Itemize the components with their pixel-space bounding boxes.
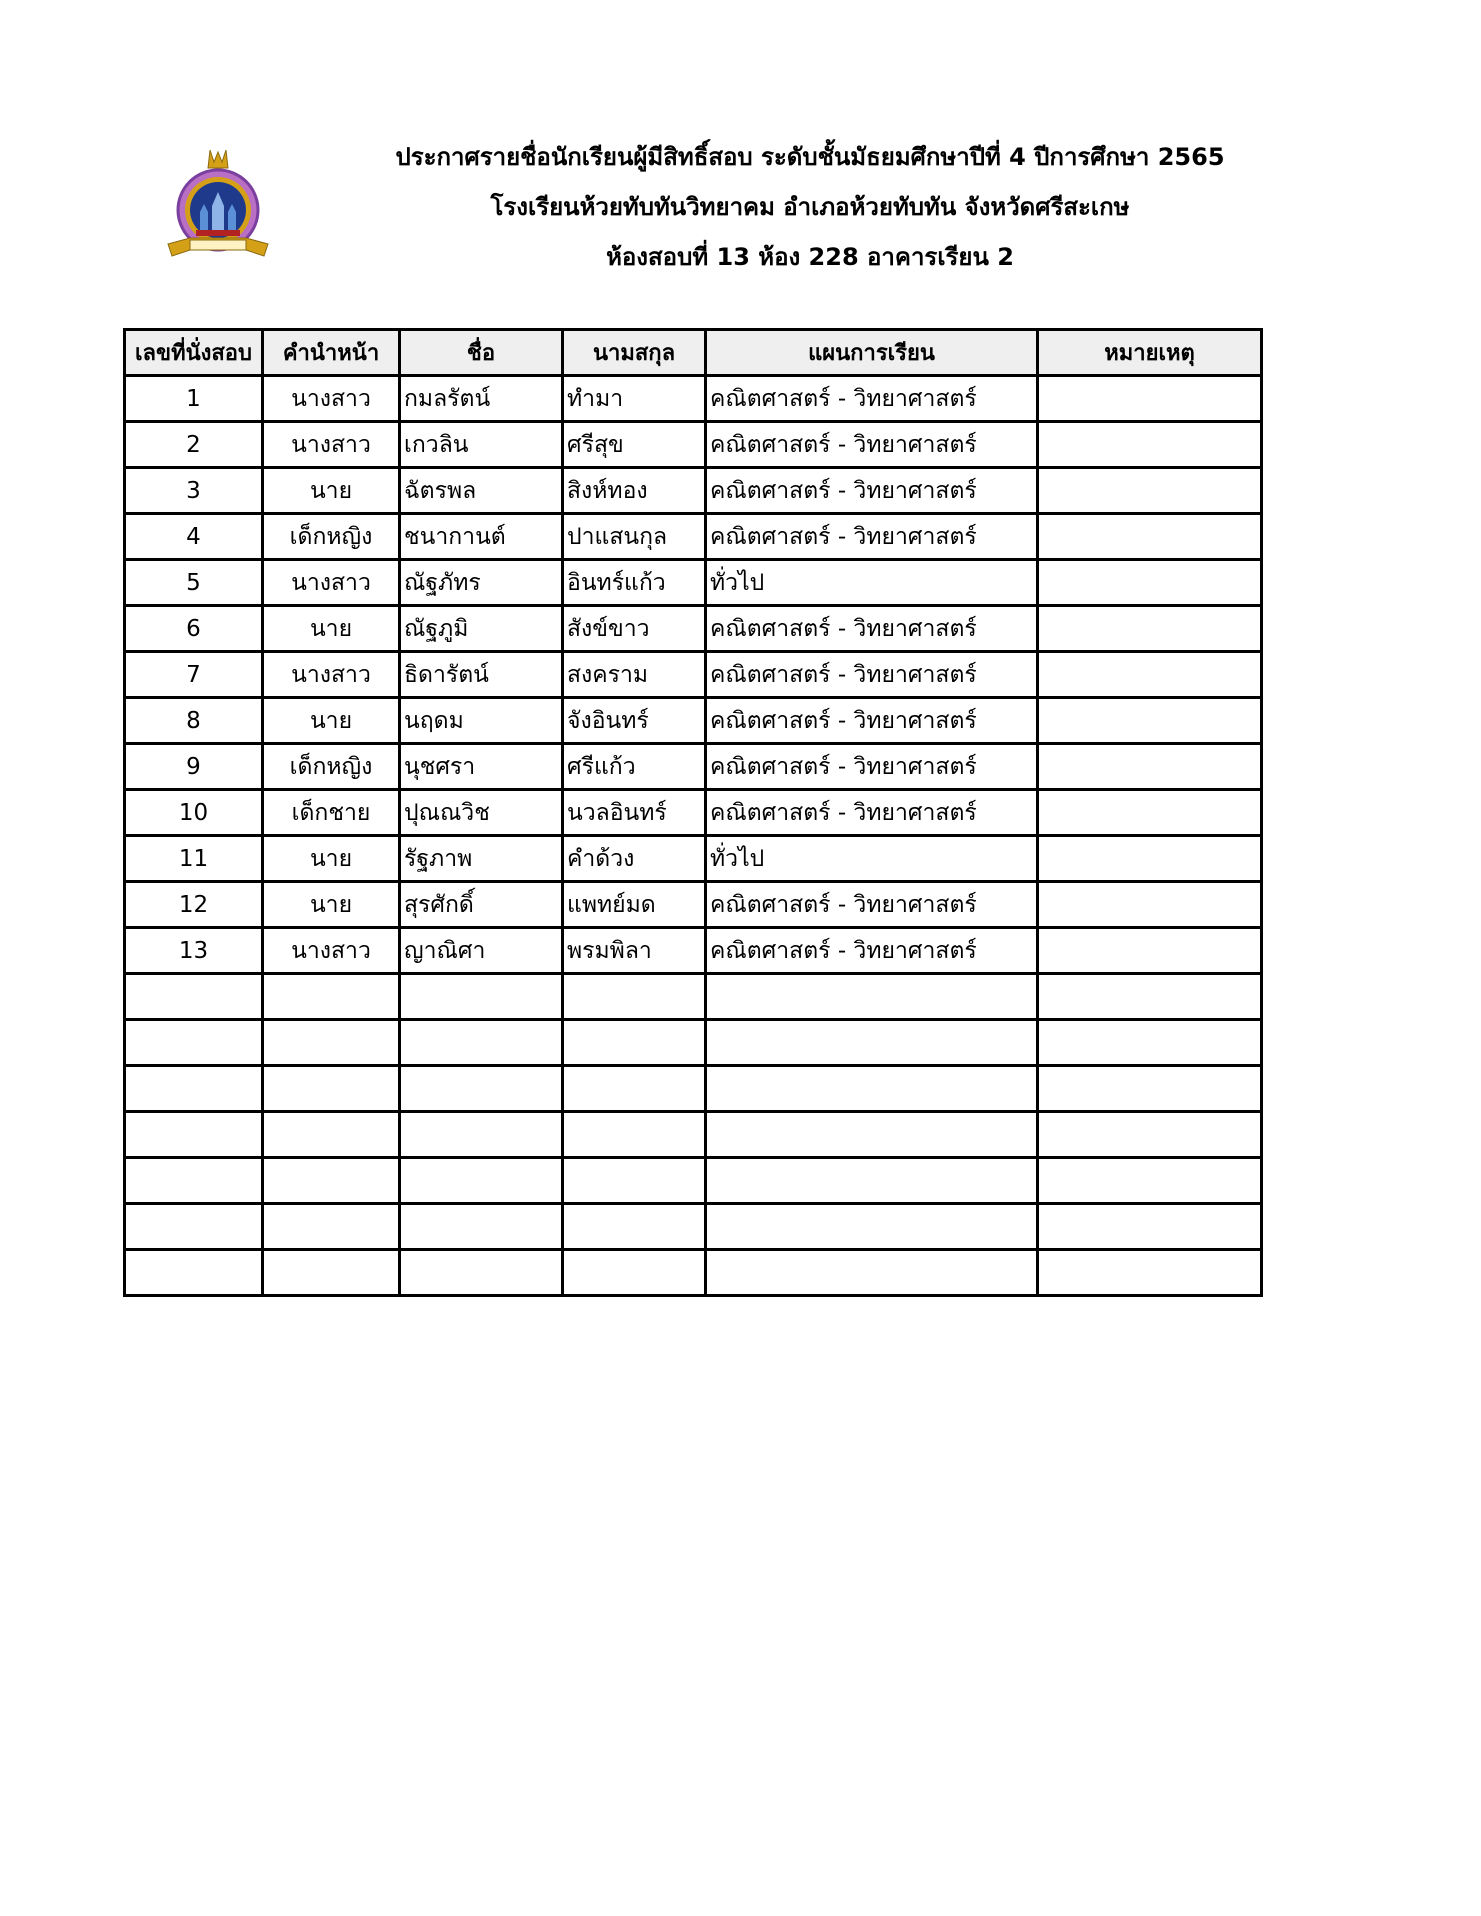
last-name-cell: พรมพิลา [563,928,706,974]
seat-number-cell [125,1066,263,1112]
seat-number-cell: 1 [125,376,263,422]
first-name-cell [400,1066,563,1112]
last-name-cell [563,1204,706,1250]
last-name-cell: สิงห์ทอง [563,468,706,514]
last-name-cell: จังอินทร์ [563,698,706,744]
last-name-cell: สงคราม [563,652,706,698]
document-header [0,0,1481,300]
remarks-cell [1038,1158,1262,1204]
study-plan-cell: คณิตศาสตร์ - วิทยาศาสตร์ [706,790,1038,836]
table-header-row [125,330,1262,376]
prefix-cell [263,1066,400,1112]
remarks-cell [1038,974,1262,1020]
table-row [125,974,1262,1020]
remarks-cell [1038,928,1262,974]
first-name-cell: นุชศรา [400,744,563,790]
study-plan-cell: คณิตศาสตร์ - วิทยาศาสตร์ [706,652,1038,698]
table-row [125,1066,1262,1112]
prefix-cell: นาย [263,698,400,744]
first-name-cell: ปุณณวิช [400,790,563,836]
first-name-cell: ธิดารัตน์ [400,652,563,698]
study-plan-cell: ทั่วไป [706,560,1038,606]
study-plan-cell: คณิตศาสตร์ - วิทยาศาสตร์ [706,606,1038,652]
prefix-cell: เด็กหญิง [263,744,400,790]
remarks-cell [1038,652,1262,698]
remarks-cell [1038,790,1262,836]
remarks-cell [1038,468,1262,514]
seat-number-cell [125,1020,263,1066]
prefix-cell [263,1250,400,1296]
study-plan-cell [706,1204,1038,1250]
column-header-prefix: คำนำหน้า [263,330,400,376]
table-row [125,652,1262,698]
remarks-cell [1038,882,1262,928]
table-row [125,1250,1262,1296]
last-name-cell: ศรีแก้ว [563,744,706,790]
column-header-first-name: ชื่อ [400,330,563,376]
remarks-cell [1038,698,1262,744]
first-name-cell [400,1020,563,1066]
table-body [125,376,1262,1296]
table-row [125,836,1262,882]
seat-number-cell [125,1204,263,1250]
remarks-cell [1038,376,1262,422]
remarks-cell [1038,560,1262,606]
prefix-cell [263,1204,400,1250]
table-row [125,882,1262,928]
school-emblem-icon [160,146,276,270]
last-name-cell: นวลอินทร์ [563,790,706,836]
prefix-cell: นางสาว [263,652,400,698]
table-row [125,376,1262,422]
seat-number-cell: 5 [125,560,263,606]
first-name-cell: ญาณิศา [400,928,563,974]
seat-number-cell: 13 [125,928,263,974]
last-name-cell: คำด้วง [563,836,706,882]
prefix-cell: นาย [263,468,400,514]
study-plan-cell: คณิตศาสตร์ - วิทยาศาสตร์ [706,468,1038,514]
first-name-cell [400,1112,563,1158]
school-name: โรงเรียนห้วยทับทันวิทยาคม อำเภอห้วยทับทัน จังหวัดศรีสะเกษ [490,193,1130,221]
prefix-cell: เด็กชาย [263,790,400,836]
remarks-cell [1038,1250,1262,1296]
prefix-cell [263,1020,400,1066]
table-row [125,1020,1262,1066]
seat-number-cell: 3 [125,468,263,514]
column-header-seat-number: เลขที่นั่งสอบ [125,330,263,376]
seat-number-cell: 7 [125,652,263,698]
table-row [125,928,1262,974]
last-name-cell: ทำมา [563,376,706,422]
seat-number-cell [125,1250,263,1296]
study-plan-cell: คณิตศาสตร์ - วิทยาศาสตร์ [706,422,1038,468]
last-name-cell [563,1066,706,1112]
seat-number-cell: 4 [125,514,263,560]
prefix-cell: นางสาว [263,376,400,422]
table-row [125,698,1262,744]
first-name-cell: ณัฐภัทร [400,560,563,606]
study-plan-cell [706,1020,1038,1066]
prefix-cell [263,1112,400,1158]
last-name-cell [563,1112,706,1158]
first-name-cell: รัฐภาพ [400,836,563,882]
first-name-cell: สุรศักดิ์ [400,882,563,928]
seat-number-cell: 11 [125,836,263,882]
remarks-cell [1038,836,1262,882]
last-name-cell: ศรีสุข [563,422,706,468]
study-plan-cell [706,974,1038,1020]
study-plan-cell [706,1112,1038,1158]
table-row [125,468,1262,514]
first-name-cell [400,1250,563,1296]
prefix-cell: นางสาว [263,928,400,974]
first-name-cell: กมลรัตน์ [400,376,563,422]
remarks-cell [1038,514,1262,560]
table-row [125,1204,1262,1250]
study-plan-cell: ทั่วไป [706,836,1038,882]
study-plan-cell [706,1066,1038,1112]
table-row [125,1112,1262,1158]
exam-room-info: ห้องสอบที่ 13 ห้อง 228 อาคารเรียน 2 [606,243,1014,271]
first-name-cell: ชนากานต์ [400,514,563,560]
prefix-cell: นาย [263,606,400,652]
study-plan-cell: คณิตศาสตร์ - วิทยาศาสตร์ [706,514,1038,560]
table-row [125,422,1262,468]
seat-number-cell: 9 [125,744,263,790]
last-name-cell [563,1158,706,1204]
column-header-last-name: นามสกุล [563,330,706,376]
first-name-cell [400,1158,563,1204]
last-name-cell: อินทร์แก้ว [563,560,706,606]
seat-number-cell: 12 [125,882,263,928]
table-row [125,790,1262,836]
table-row [125,744,1262,790]
study-plan-cell [706,1158,1038,1204]
remarks-cell [1038,422,1262,468]
study-plan-cell: คณิตศาสตร์ - วิทยาศาสตร์ [706,744,1038,790]
seat-number-cell [125,1158,263,1204]
prefix-cell: นาย [263,882,400,928]
last-name-cell: ปาแสนกุล [563,514,706,560]
first-name-cell [400,1204,563,1250]
study-plan-cell: คณิตศาสตร์ - วิทยาศาสตร์ [706,698,1038,744]
last-name-cell: สังข์ขาว [563,606,706,652]
prefix-cell [263,974,400,1020]
first-name-cell: นฤดม [400,698,563,744]
table-row [125,560,1262,606]
seat-number-cell: 8 [125,698,263,744]
first-name-cell: ฉัตรพล [400,468,563,514]
study-plan-cell [706,1250,1038,1296]
first-name-cell [400,974,563,1020]
study-plan-cell: คณิตศาสตร์ - วิทยาศาสตร์ [706,928,1038,974]
table-row [125,606,1262,652]
first-name-cell: เกวลิน [400,422,563,468]
study-plan-cell: คณิตศาสตร์ - วิทยาศาสตร์ [706,376,1038,422]
announcement-title: ประกาศรายชื่อนักเรียนผู้มีสิทธิ์สอบ ระดับชั้นมัธยมศึกษาปีที่ 4 ปีการศึกษา 2565 [395,143,1225,171]
remarks-cell [1038,1020,1262,1066]
prefix-cell [263,1158,400,1204]
first-name-cell: ณัฐภูมิ [400,606,563,652]
remarks-cell [1038,606,1262,652]
prefix-cell: เด็กหญิง [263,514,400,560]
prefix-cell: นางสาว [263,422,400,468]
remarks-cell [1038,744,1262,790]
prefix-cell: นาย [263,836,400,882]
last-name-cell [563,974,706,1020]
remarks-cell [1038,1204,1262,1250]
seat-number-cell: 6 [125,606,263,652]
prefix-cell: นางสาว [263,560,400,606]
seat-number-cell: 10 [125,790,263,836]
last-name-cell [563,1250,706,1296]
seat-number-cell: 2 [125,422,263,468]
last-name-cell: แพทย์มด [563,882,706,928]
remarks-cell [1038,1112,1262,1158]
column-header-remarks: หมายเหตุ [1038,330,1262,376]
remarks-cell [1038,1066,1262,1112]
table-row [125,1158,1262,1204]
table-row [125,514,1262,560]
study-plan-cell: คณิตศาสตร์ - วิทยาศาสตร์ [706,882,1038,928]
last-name-cell [563,1020,706,1066]
column-header-study-plan: แผนการเรียน [706,330,1038,376]
student-roster-table [123,328,1263,1297]
seat-number-cell [125,974,263,1020]
seat-number-cell [125,1112,263,1158]
